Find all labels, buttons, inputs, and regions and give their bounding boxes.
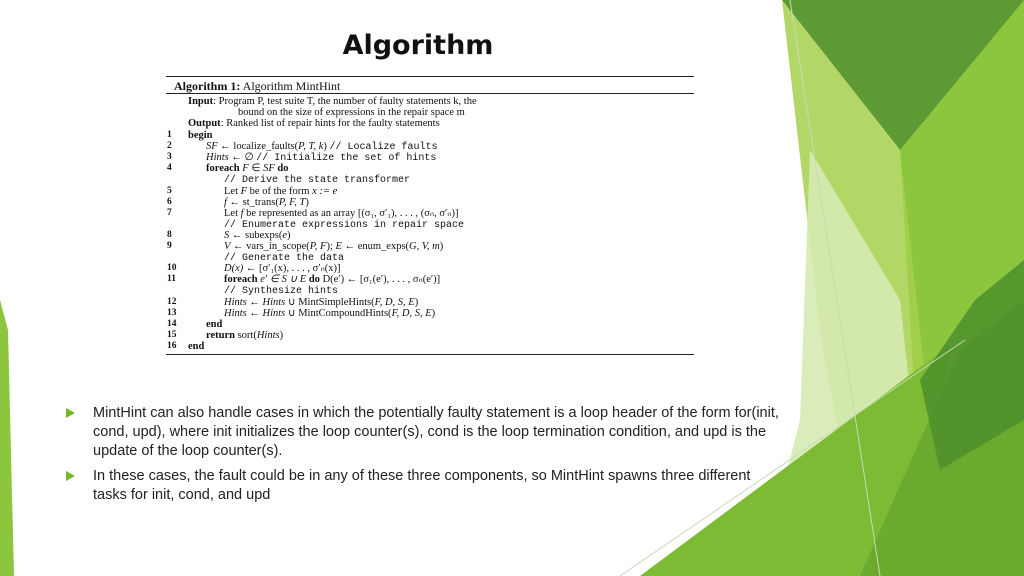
bullet-item-2 xyxy=(66,467,786,505)
algo-token: x := e xyxy=(312,185,338,197)
algo-token: end xyxy=(206,318,223,330)
algo-line-number: 12 xyxy=(167,296,177,307)
algo-token: SF xyxy=(263,163,275,175)
algo-token: F, D, S, E xyxy=(391,307,432,319)
algo-token: ) xyxy=(323,141,330,153)
algo-input-label: Input xyxy=(188,96,214,107)
algo-token: ) xyxy=(279,329,284,341)
algo-token: Hints xyxy=(262,296,286,308)
algo-token: S xyxy=(224,229,230,241)
slide-title: Algorithm xyxy=(342,30,494,61)
algo-line-text xyxy=(188,130,213,141)
algo-token: do xyxy=(308,274,320,286)
algo-token: foreach xyxy=(206,163,240,175)
facet-left-edge xyxy=(0,300,14,576)
algo-token: // Initialize the set of hints xyxy=(256,153,437,165)
algo-token: ) xyxy=(287,229,291,241)
algo-token: ← enum_exps( xyxy=(341,241,410,252)
algo-token: // Derive the state transformer xyxy=(224,175,411,187)
algo-token: P, T, k xyxy=(298,141,324,153)
algo-line-number: 11 xyxy=(167,274,176,285)
algo-token: begin xyxy=(188,130,213,141)
algo-output-text: : Ranked list of repair hints for the faulty statements xyxy=(220,118,440,129)
algo-line-number: 10 xyxy=(167,263,177,274)
algo-line-text xyxy=(224,274,440,285)
algo-token: Let xyxy=(224,207,241,219)
algo-token: SF xyxy=(206,141,218,153)
bullet-arrow-icon xyxy=(66,471,75,481)
bullet-text-2: In these cases, the fault could be in any of these three components, so MintHint spawns three different tasks for init, cond, and upd xyxy=(93,468,751,503)
algo-token: P, F xyxy=(309,241,327,252)
algo-token: D(e′) ← [σ₁(e′), . . . , σₙ(e′)] xyxy=(319,274,441,286)
algo-token: Hints xyxy=(224,296,247,308)
algo-token: // Generate the data xyxy=(224,253,345,265)
algorithm-figure xyxy=(166,76,694,356)
algo-token: // Synthesize hints xyxy=(224,286,339,298)
algo-output-label: Output xyxy=(188,118,221,129)
algo-token: be of the form xyxy=(247,185,313,197)
algo-token: ); xyxy=(326,241,336,252)
algo-token: ∈ xyxy=(251,163,264,175)
algo-token: ← st_trans( xyxy=(226,196,279,208)
algo-token: F, D, S, E xyxy=(374,296,415,308)
algo-token: Hints xyxy=(206,152,229,164)
algo-line-number: 14 xyxy=(167,318,177,329)
algo-token: ← subexps( xyxy=(229,229,283,241)
bullet-list xyxy=(66,404,786,511)
algo-line-text xyxy=(188,341,204,352)
algo-token: e xyxy=(282,229,288,241)
bullet-text-1: MintHint can also handle cases in which the potentially faulty statement is a loop header of the form for(init, cond, upd), where init initializes the loop counter(s), cond is the loop termination condition, and upd is the update of the loop counter(s). xyxy=(93,405,779,459)
algo-line-text xyxy=(224,308,435,319)
bullet-item-1 xyxy=(66,404,786,461)
algo-line-text xyxy=(224,186,337,197)
algo-line-number: 2 xyxy=(167,141,172,152)
algo-token: ← localize_faults( xyxy=(217,141,299,153)
algo-line-text xyxy=(224,297,418,308)
algo-token: Hints xyxy=(256,329,280,341)
algo-token: f xyxy=(240,207,244,219)
algo-line-text xyxy=(224,263,341,274)
algo-line-text xyxy=(224,197,309,208)
algo-token: ∪ MintCompoundHints( xyxy=(285,307,392,319)
algo-token: D(x) xyxy=(224,263,244,275)
algo-token: F xyxy=(240,185,248,197)
algo-line-text xyxy=(206,163,288,174)
algo-token: ← [σ′₁(x), . . . , σ′ₙ(x)] xyxy=(243,263,341,275)
algo-token: ) xyxy=(439,241,444,252)
algo-line-text xyxy=(224,208,458,219)
algo-line-number: 8 xyxy=(167,229,172,240)
algo-line-text xyxy=(224,241,443,252)
algo-token: Let xyxy=(224,185,241,197)
algo-token: end xyxy=(188,340,205,352)
algo-line-text xyxy=(224,230,291,241)
algo-token: do xyxy=(274,163,289,175)
algo-input-text: : Program P, test suite T, the number of faulty statements k, the xyxy=(213,96,477,107)
algo-token: G, V, m xyxy=(409,241,440,252)
algo-token: V xyxy=(224,241,231,252)
algo-line-number: 5 xyxy=(167,185,172,196)
algo-header-label: Algorithm 1: xyxy=(174,79,241,93)
algo-token: ← vars_in_scope( xyxy=(230,241,310,252)
algo-token: ← ∅ xyxy=(228,152,257,164)
algo-token: foreach xyxy=(224,274,258,286)
algo-header-name: Algorithm MintHint xyxy=(242,79,341,93)
algo-token: // Localize faults xyxy=(329,142,438,154)
algo-token: // Enumerate expressions in repair space xyxy=(224,219,465,231)
algo-line-number: 13 xyxy=(167,307,177,318)
algo-token: Hints xyxy=(262,307,286,319)
algo-bottom-rule xyxy=(166,354,694,355)
algo-token: ) xyxy=(305,196,309,208)
bullet-arrow-icon xyxy=(66,408,75,418)
algo-token: e′ ∈ S ∪ E xyxy=(257,274,309,286)
algo-line-number: 15 xyxy=(167,329,177,340)
algo-token: E xyxy=(335,241,342,252)
algo-token: ← xyxy=(246,296,263,308)
algo-token: ← xyxy=(246,307,263,319)
algo-line-number: 16 xyxy=(167,340,177,351)
algo-line-text xyxy=(206,330,283,341)
algo-line-number: 4 xyxy=(167,163,172,174)
algo-token: ∪ MintSimpleHints( xyxy=(285,296,375,308)
algo-line-number: 3 xyxy=(167,152,172,163)
algo-line-number: 7 xyxy=(167,207,172,218)
algo-token: sort( xyxy=(234,329,257,341)
algo-input-text-2: bound on the size of expressions in the repair space m xyxy=(238,107,465,118)
algo-line-number: 9 xyxy=(167,241,172,251)
algo-token: Hints xyxy=(224,307,247,319)
algo-token: be represented as an array [(σ₁, σ′₁), . . . , (σₙ, σ′ₙ)] xyxy=(243,207,459,219)
algo-token: f xyxy=(224,196,227,208)
algo-line-number: 6 xyxy=(167,196,172,207)
algo-top-rule xyxy=(166,76,694,77)
algo-header-rule xyxy=(166,93,694,94)
algo-token: ) xyxy=(431,307,436,319)
algo-token: F xyxy=(239,163,252,175)
algo-line-text xyxy=(206,319,222,330)
algo-token: P, F, T xyxy=(278,196,306,208)
algo-token: ) xyxy=(414,296,419,308)
algo-line-number: 1 xyxy=(167,130,172,140)
algo-token: return xyxy=(206,329,235,341)
algo-header xyxy=(174,79,340,94)
